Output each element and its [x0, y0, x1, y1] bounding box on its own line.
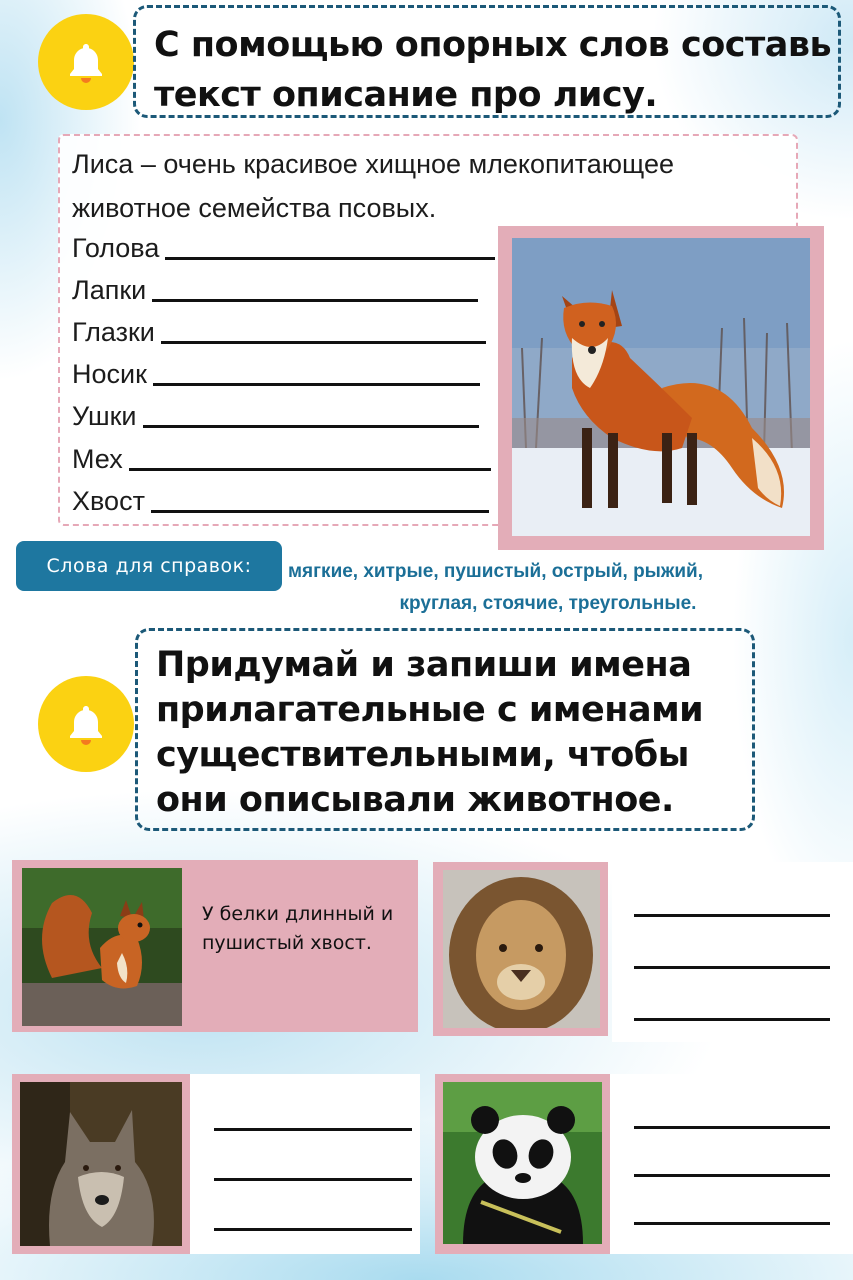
help-words-line: мягкие, хитрые, пушистый, острый, рыжий, — [288, 561, 704, 582]
answer-line[interactable] — [151, 510, 489, 513]
row-nose — [72, 358, 480, 390]
help-words-line: круглая, стоячие, треугольные. — [399, 593, 697, 614]
answer-line[interactable] — [634, 966, 830, 969]
row-tail — [72, 485, 489, 517]
answer-line[interactable] — [634, 1126, 830, 1129]
row-head — [72, 232, 495, 264]
answer-line[interactable] — [634, 1174, 830, 1177]
lion-photo — [443, 870, 600, 1028]
panda-answer-area — [610, 1074, 853, 1254]
answer-line[interactable] — [129, 468, 491, 471]
answer-line[interactable] — [143, 425, 479, 428]
answer-line[interactable] — [153, 383, 480, 386]
answer-line[interactable] — [634, 914, 830, 917]
row-ears — [72, 400, 479, 432]
row-label: Хвост — [72, 486, 145, 516]
row-eyes — [72, 316, 486, 348]
answer-line[interactable] — [214, 1128, 412, 1131]
wolf-photo — [20, 1082, 182, 1246]
squirrel-photo — [22, 868, 182, 1026]
lion-answer-area — [612, 862, 853, 1042]
fox-photo — [512, 238, 810, 536]
help-words-button[interactable]: Слова для справок: — [16, 541, 282, 591]
answer-line[interactable] — [161, 341, 486, 344]
row-label: Глазки — [72, 317, 155, 347]
panda-photo — [443, 1082, 602, 1244]
answer-line[interactable] — [634, 1222, 830, 1225]
row-label: Мех — [72, 444, 123, 474]
row-paws — [72, 274, 478, 306]
bell-icon — [38, 676, 134, 772]
task2-title: Придумай и запиши имена прилагательные с именами существительными, чтобы они описывали животное. — [135, 628, 755, 831]
example-sentence: У белки длинный и пушистый хвост. — [202, 903, 394, 954]
row-fur — [72, 443, 491, 475]
answer-line[interactable] — [214, 1178, 412, 1181]
row-label: Ушки — [72, 401, 137, 431]
bell-icon — [38, 14, 134, 110]
answer-line[interactable] — [214, 1228, 412, 1231]
answer-line[interactable] — [634, 1018, 830, 1021]
row-label: Голова — [72, 233, 160, 263]
row-label: Носик — [72, 359, 147, 389]
answer-line[interactable] — [165, 257, 495, 260]
fox-intro-text: Лиса – очень красивое хищное млекопитающее животное семейства псовых. — [72, 149, 675, 223]
wolf-answer-area — [190, 1074, 420, 1254]
answer-line[interactable] — [152, 299, 478, 302]
task1-title: С помощью опорных слов составь текст описание про лису. — [133, 5, 841, 118]
row-label: Лапки — [72, 275, 147, 305]
help-words — [288, 556, 808, 620]
